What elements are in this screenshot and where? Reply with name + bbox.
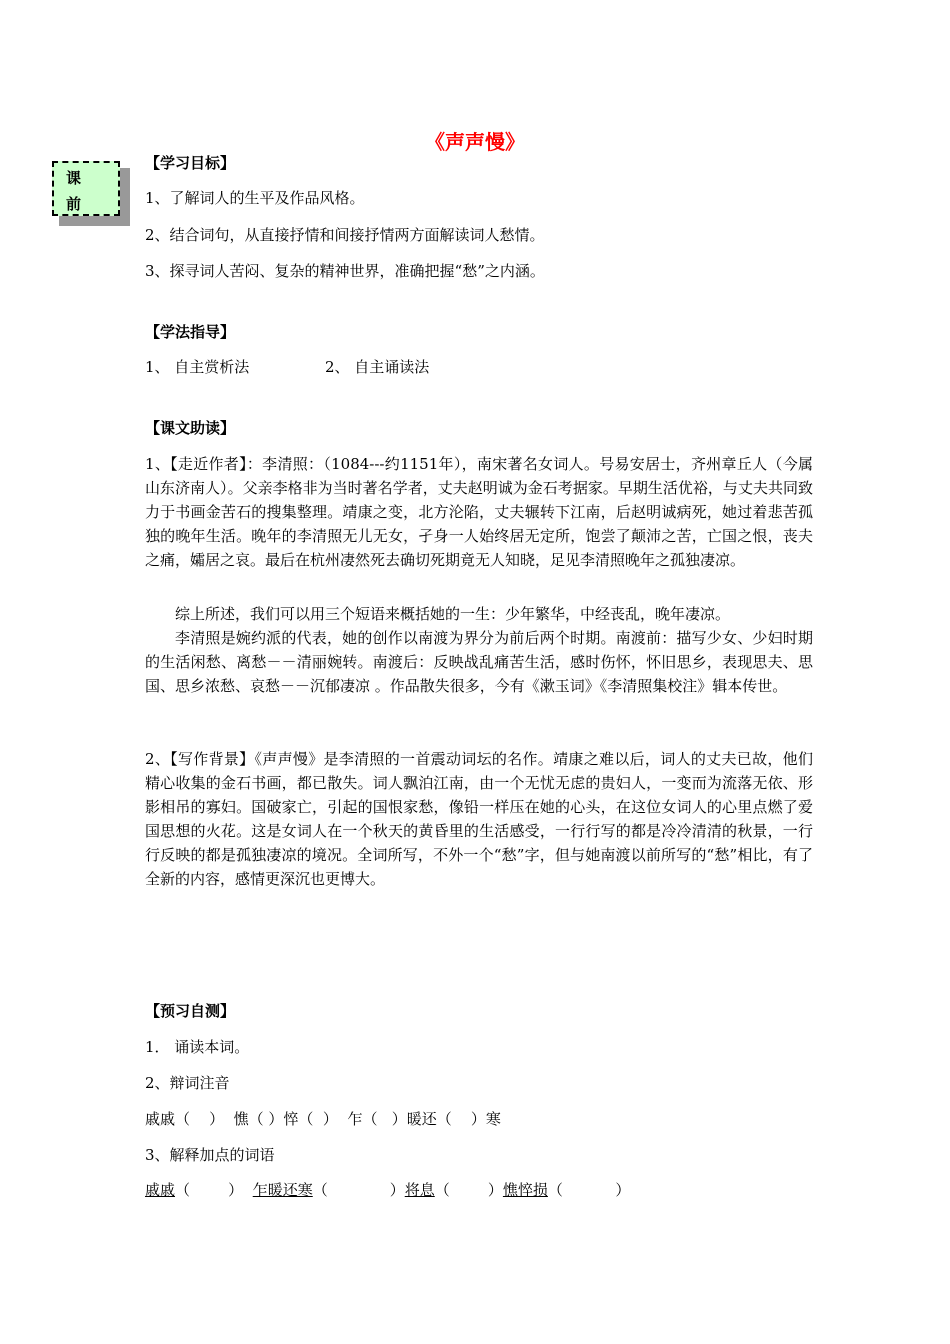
goal-item-2: 2、结合词句，从直接抒情和间接抒情两方面解读词人愁情。 (145, 226, 545, 244)
page-title: 《声声慢》 (425, 130, 525, 154)
method-item-2: 2、 自主诵读法 (325, 358, 430, 376)
summary-paragraph: 综上所述，我们可以用三个短语来概括她的一生：少年繁华，中经丧乱，晚年凄凉。 (175, 605, 731, 623)
badge-line-1: 课 (66, 169, 82, 187)
term-blank-2: （ ） (312, 1181, 405, 1199)
goal-item-3: 3、探寻词人苦闷、复杂的精神世界，准确把握“愁”之内涵。 (145, 262, 545, 280)
section-badge (52, 161, 120, 216)
term-blank-3: （ ） (434, 1181, 503, 1199)
author-paragraph: 1、【走近作者】：李清照：（1084---约1151年），南宋著名女词人。号易安居士，齐州章丘人（今属山东济南人）。父亲李格非为当时著名学者，丈夫赵明诚为金石考据家。早期生活优裕，与丈夫共同致力于书画金苦石的搜集整理。靖康之变，北方沦陷，丈夫辗转下江南，后赵明诚病死，她过着悲苦孤独的晚年生活。晚年的李清照无儿无女，孑身一人始终居无定所，饱尝了颠沛之苦，亡国之恨，丧夫之痛，孀居之哀。最后在杭州凄然死去确切死期竟无人知晓，足见李清照晚年之孤独凄凉。 (145, 455, 813, 569)
badge-line-2: 前 (66, 195, 82, 213)
term-blank-4: （ ） (547, 1181, 631, 1199)
goals-heading: 【学习目标】 (145, 154, 236, 172)
style-paragraph: 李清照是婉约派的代表，她的创作以南渡为界分为前后两个时期。南渡前：描写少女、少妇时期的生活闲愁、离愁－－清丽婉转。南渡后：反映战乱痛苦生活，感时伤怀，怀旧思乡，表现思夫、思国、思乡浓愁、哀愁－－沉郁凄凉 。作品散失很多，今有《漱玉词》《李清照集校注》辑本传世。 (145, 629, 813, 695)
preview-heading: 【预习自测】 (145, 1002, 236, 1020)
preview-q3: 3、解释加点的词语 (145, 1146, 275, 1164)
term-list (145, 1180, 630, 1200)
term-word-4: 憔悴损 (502, 1181, 548, 1199)
method-item-1: 1、 自主赏析法 (145, 358, 250, 376)
method-heading: 【学法指导】 (145, 323, 236, 341)
reading-heading: 【课文助读】 (145, 419, 236, 437)
term-word-3: 将息 (404, 1181, 435, 1199)
preview-q2: 2、辩词注音 (145, 1074, 230, 1092)
preview-q1: 1． 诵读本词。 (145, 1038, 250, 1056)
term-word-2: 乍暖还寒 (252, 1181, 313, 1199)
goal-item-1: 1、了解词人的生平及作品风格。 (145, 189, 365, 207)
pinyin-line: 戚戚（ ） 憔（ ）悴（ ） 乍（ ）暖还（ ）寒 (145, 1110, 501, 1128)
term-blank-1: （ ） (175, 1181, 244, 1199)
background-paragraph: 2、【写作背景】《声声慢》是李清照的一首震动词坛的名作。靖康之难以后，词人的丈夫已故，他们精心收集的金石书画，都已散失。词人飘泊江南，由一个无忧无虑的贵妇人，一变而为流落无依、形影相吊的寡妇。国破家亡，引起的国恨家愁，像铅一样压在她的心头，在这位女词人的心里点燃了爱国思想的火花。这是女词人在一个秋天的黄昏里的生活感受，一行行写的都是冷冷清清的秋景，一行行反映的都是孤独凄凉的境况。全词所写，不外一个“愁”字，但与她南渡以前所写的“愁”相比，有了全新的内容，感情更深沉也更博大。 (145, 750, 813, 888)
term-word-1: 戚戚 (145, 1181, 176, 1199)
